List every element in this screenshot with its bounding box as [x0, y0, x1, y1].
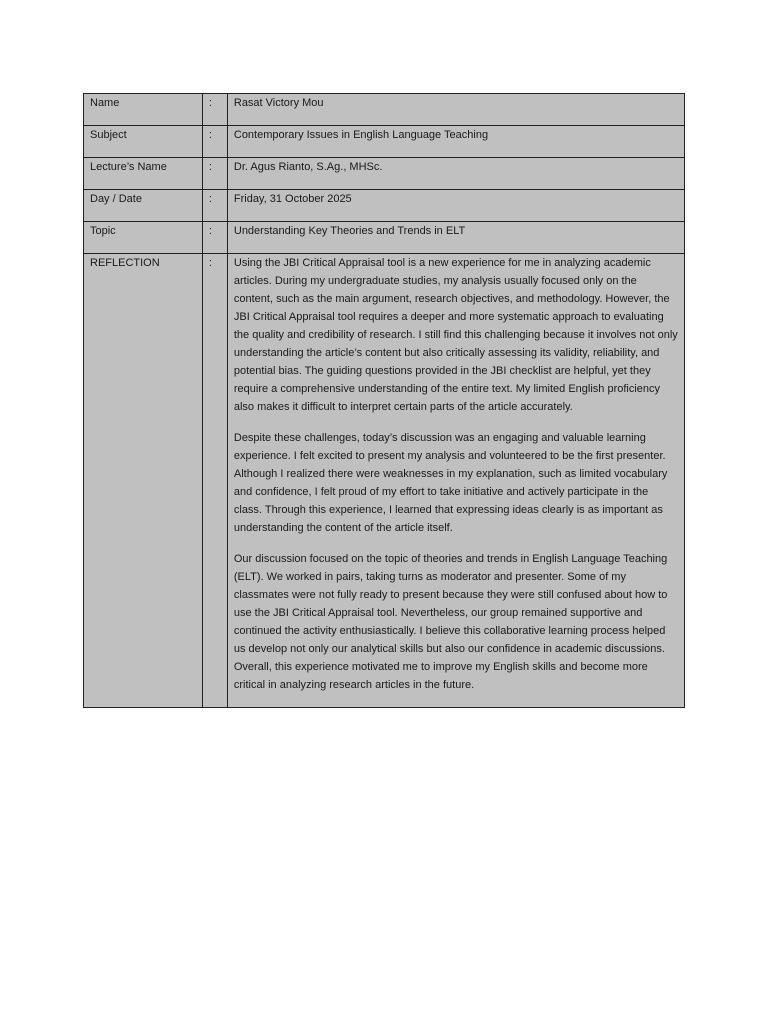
name-colon: :	[202, 94, 227, 126]
reflection-paragraph-3: Our discussion focused on the topic of theories and trends in English Language Teaching (ELT). We worked in pairs, taking turns as moderator and presenter. Some of my classmates were not fully ready to present because they were still confused about how to use the JBI Critical Appraisal tool. Nevertheless, our group remained supportive and continued the activity enthusiastically. I believe this collaborative learning process helped us develop not only our analytical skills but also our confidence in academic discussions. Overall, this experience motivated me to improve my English skills and become more critical in analyzing research articles in the future.	[233, 553, 668, 691]
date-row	[84, 190, 685, 222]
name-label: Name	[84, 94, 203, 126]
topic-value: Understanding Key Theories and Trends in ELT	[227, 222, 684, 254]
reflection-paragraph-1: Using the JBI Critical Appraisal tool is a new experience for me in analyzing academic articles. During my undergraduate studies, my analysis usually focused only on the content, such as the main argument, research objectives, and methodology. However, the JBI Critical Appraisal tool requires a deeper and more systematic approach to evaluating the quality and credibility of research. I still find this challenging because it involves not only understanding the article’s content but also critically assessing its validity, reliability, and potential bias. The guiding questions provided in the JBI checklist are helpful, yet they require a comprehensive understanding of the entire text. My limited English proficiency also makes it difficult to interpret certain parts of the article accurately.	[233, 257, 678, 413]
subject-label: Subject	[84, 126, 203, 158]
lecturer-row	[84, 158, 685, 190]
reflection-colon: :	[202, 254, 227, 708]
name-value: Rasat Victory Mou	[227, 94, 684, 126]
topic-label: Topic	[84, 222, 203, 254]
reflection-body	[227, 254, 684, 708]
date-label: Day / Date	[84, 190, 203, 222]
subject-colon: :	[202, 126, 227, 158]
date-colon: :	[202, 190, 227, 222]
topic-row	[84, 222, 685, 254]
lecturer-value: Dr. Agus Rianto, S.Ag., MHSc.	[227, 158, 684, 190]
lecturer-colon: :	[202, 158, 227, 190]
reflection-label: REFLECTION	[84, 254, 203, 708]
date-value: Friday, 31 October 2025	[227, 190, 684, 222]
lecturer-label: Lecture’s Name	[84, 158, 203, 190]
reflection-row	[84, 254, 685, 708]
reflection-paragraph-2: Despite these challenges, today’s discussion was an engaging and valuable learning experience. I felt excited to present my analysis and volunteered to be the first presenter. Although I realized there were weaknesses in my explanation, such as limited vocabulary and confidence, I felt proud of my effort to take initiative and actively participate in the class. Through this experience, I learned that expressing ideas clearly is as important as understanding the content of the article itself.	[233, 432, 668, 534]
subject-row	[84, 126, 685, 158]
topic-colon: :	[202, 222, 227, 254]
name-row	[84, 94, 685, 126]
subject-value: Contemporary Issues in English Language Teaching	[227, 126, 684, 158]
reflection-form-table	[83, 93, 685, 708]
